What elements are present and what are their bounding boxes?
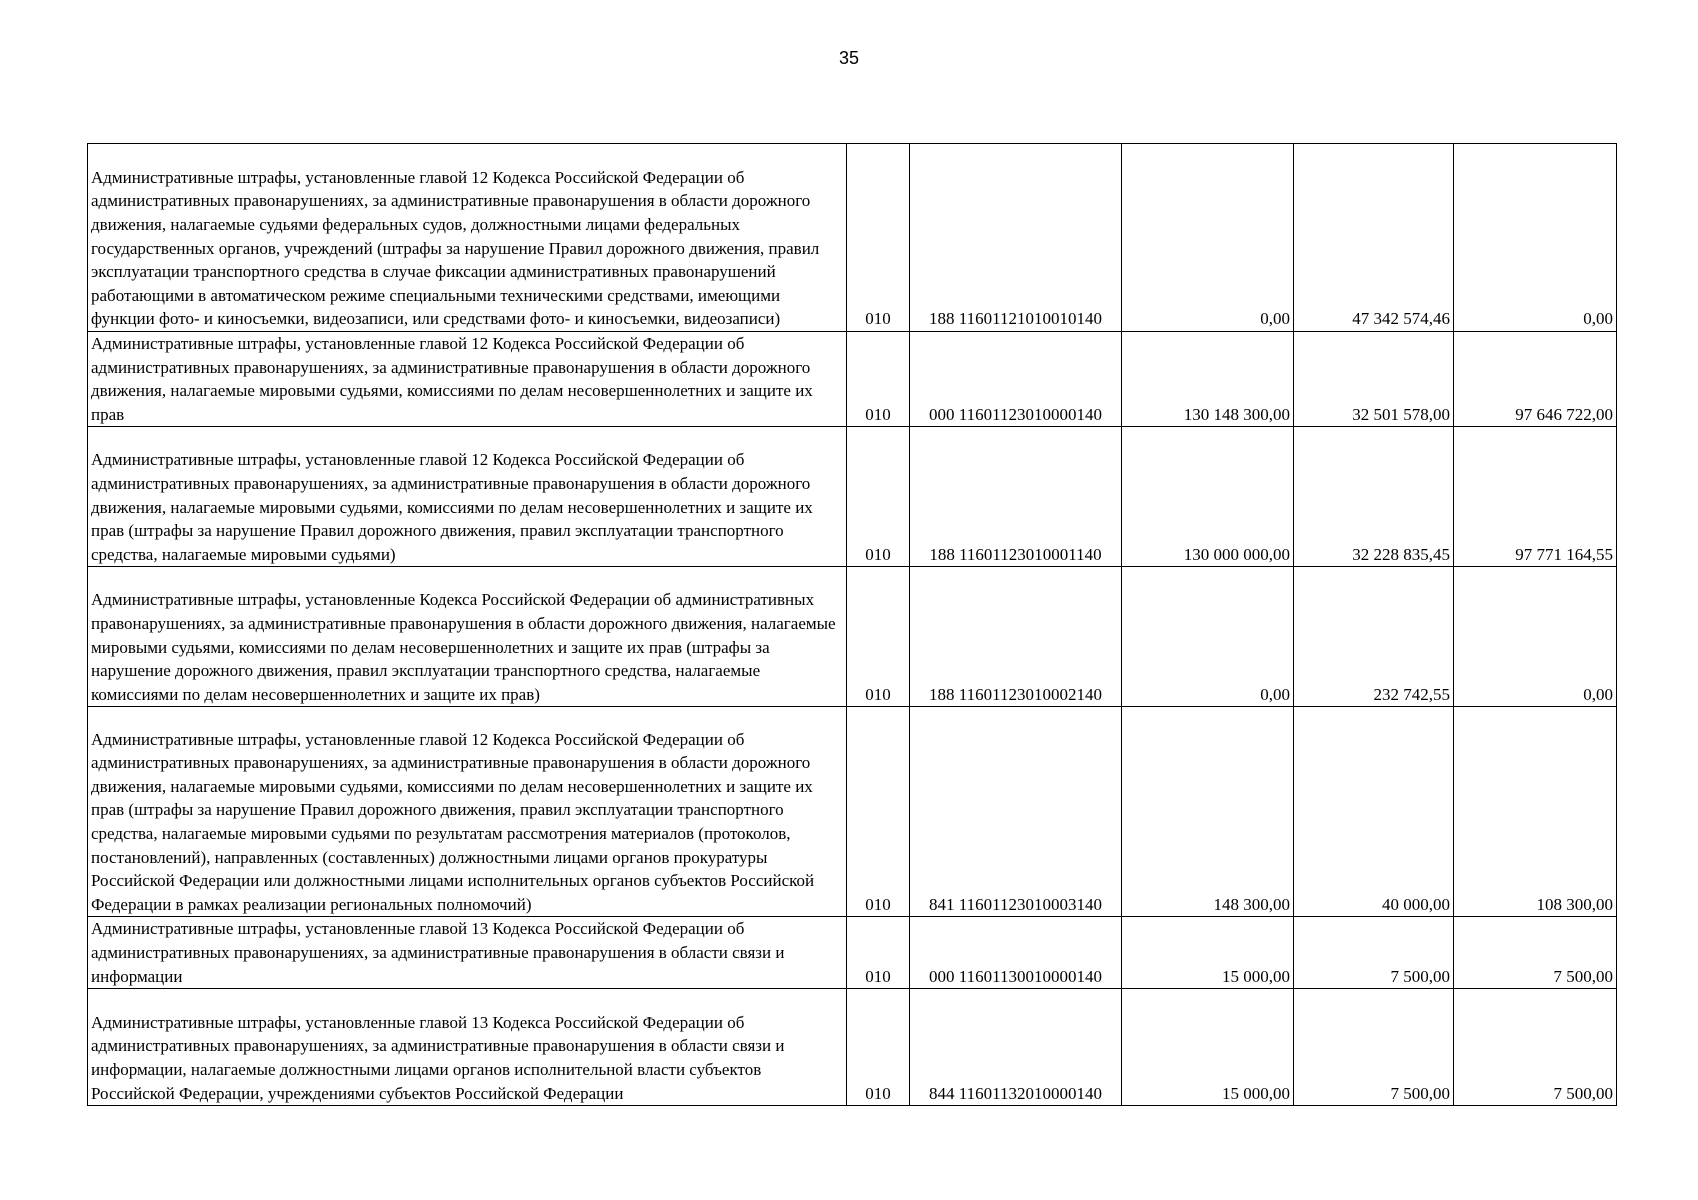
approved-amount-cell: 0,00 <box>1122 144 1294 332</box>
table-row <box>88 707 1617 917</box>
line-code-cell: 010 <box>847 989 910 1106</box>
approved-amount-cell: 0,00 <box>1122 567 1294 707</box>
revenue-description-cell <box>88 427 847 567</box>
table-row <box>88 917 1617 989</box>
budget-classification-code-cell: 841 11601123010003140 <box>910 707 1122 917</box>
line-code-cell: 010 <box>847 427 910 567</box>
approved-amount-cell: 15 000,00 <box>1122 917 1294 989</box>
revenue-description-cell <box>88 989 847 1106</box>
approved-amount-cell: 130 148 300,00 <box>1122 332 1294 427</box>
budget-classification-code-cell: 188 11601123010002140 <box>910 567 1122 707</box>
budget-classification-code-cell: 188 11601121010010140 <box>910 144 1122 332</box>
budget-revenue-table <box>87 143 1617 1106</box>
revenue-description: Административные штрафы, установленные главой 12 Кодекса Российской Федерации об административных правонарушениях, за административные правонарушения в области дорожного движения, налагаемые мировыми судьями, комиссиями по делам несовершеннолетних и защите их прав (штрафы за нарушение Правил дорожного движения, правил эксплуатации транспортного средства, налагаемые мировыми судьями по результатам рассмотрения материалов (протоколов, постановлений), направленных (составленных) должностными лицами органов прокуратуры Российской Федерации или должностными лицами исполнительных органов субъектов Российской Федерации в рамках реализации региональных полномочий) <box>91 729 815 914</box>
revenue-description-cell <box>88 917 847 989</box>
budget-classification-code-cell: 000 11601123010000140 <box>910 332 1122 427</box>
line-code-cell: 010 <box>847 567 910 707</box>
executed-amount-cell: 32 228 835,45 <box>1294 427 1454 567</box>
budget-classification-code-cell: 000 11601130010000140 <box>910 917 1122 989</box>
table-row <box>88 427 1617 567</box>
unexecuted-amount-cell: 7 500,00 <box>1454 917 1617 989</box>
revenue-description: Административные штрафы, установленные Кодекса Российской Федерации об административных правонарушениях, за административные правонарушения в области дорожного движения, налагаемые мировыми судьями, комиссиями по делам несовершеннолетних и защите их прав (штрафы за нарушение дорожного движения, правил эксплуатации транспортного средства, налагаемые комиссиями по делам несовершеннолетних и защите их прав) <box>91 590 836 704</box>
revenue-description-cell <box>88 567 847 707</box>
executed-amount-cell: 7 500,00 <box>1294 917 1454 989</box>
approved-amount-cell: 130 000 000,00 <box>1122 427 1294 567</box>
page-number: 35 <box>838 48 860 68</box>
table-row <box>88 332 1617 427</box>
table-row <box>88 567 1617 707</box>
line-code-cell: 010 <box>847 707 910 917</box>
executed-amount-cell: 232 742,55 <box>1294 567 1454 707</box>
executed-amount-cell: 7 500,00 <box>1294 989 1454 1106</box>
unexecuted-amount-cell: 0,00 <box>1454 144 1617 332</box>
revenue-description-cell <box>88 144 847 332</box>
executed-amount-cell: 40 000,00 <box>1294 707 1454 917</box>
unexecuted-amount-cell: 0,00 <box>1454 567 1617 707</box>
approved-amount-cell: 15 000,00 <box>1122 989 1294 1106</box>
unexecuted-amount-cell: 97 771 164,55 <box>1454 427 1617 567</box>
table-row <box>88 989 1617 1106</box>
executed-amount-cell: 32 501 578,00 <box>1294 332 1454 427</box>
line-code-cell: 010 <box>847 144 910 332</box>
budget-classification-code-cell: 188 11601123010001140 <box>910 427 1122 567</box>
approved-amount-cell: 148 300,00 <box>1122 707 1294 917</box>
revenue-description: Административные штрафы, установленные главой 12 Кодекса Российской Федерации об административных правонарушениях, за административные правонарушения в области дорожного движения, налагаемые мировыми судьями, комиссиями по делам несовершеннолетних и защите их прав (штрафы за нарушение Правил дорожного движения, правил эксплуатации транспортного средства, налагаемые мировыми судьями) <box>91 450 813 564</box>
line-code-cell: 010 <box>847 332 910 427</box>
budget-classification-code-cell: 844 11601132010000140 <box>910 989 1122 1106</box>
unexecuted-amount-cell: 97 646 722,00 <box>1454 332 1617 427</box>
table-row <box>88 144 1617 332</box>
unexecuted-amount-cell: 7 500,00 <box>1454 989 1617 1106</box>
revenue-description-cell <box>88 332 847 427</box>
revenue-description: Административные штрафы, установленные главой 13 Кодекса Российской Федерации об административных правонарушениях, за административные правонарушения в области связи и информации <box>91 919 785 986</box>
unexecuted-amount-cell: 108 300,00 <box>1454 707 1617 917</box>
revenue-description: Административные штрафы, установленные главой 13 Кодекса Российской Федерации об административных правонарушениях, за административные правонарушения в области связи и информации, налагаемые должностными лицами органов исполнительной власти субъектов Российской Федерации, учреждениями субъектов Российской Федерации <box>91 1012 785 1103</box>
executed-amount-cell: 47 342 574,46 <box>1294 144 1454 332</box>
revenue-description-cell <box>88 707 847 917</box>
revenue-description: Административные штрафы, установленные главой 12 Кодекса Российской Федерации об административных правонарушениях, за административные правонарушения в области дорожного движения, налагаемые судьями федеральных судов, должностными лицами федеральных государственных органов, учреждений (штрафы за нарушение Правил дорожного движения, правил эксплуатации транспортного средства в случае фиксации административных правонарушений работающими в автоматическом режиме специальными техническими средствами, имеющими функции фото- и киносъемки, видеозаписи, или средствами фото- и киносъемки, видеозаписи) <box>91 167 820 329</box>
line-code-cell: 010 <box>847 917 910 989</box>
revenue-description: Административные штрафы, установленные главой 12 Кодекса Российской Федерации об административных правонарушениях, за административные правонарушения в области дорожного движения, налагаемые мировыми судьями, комиссиями по делам несовершеннолетних и защите их прав <box>91 334 813 424</box>
